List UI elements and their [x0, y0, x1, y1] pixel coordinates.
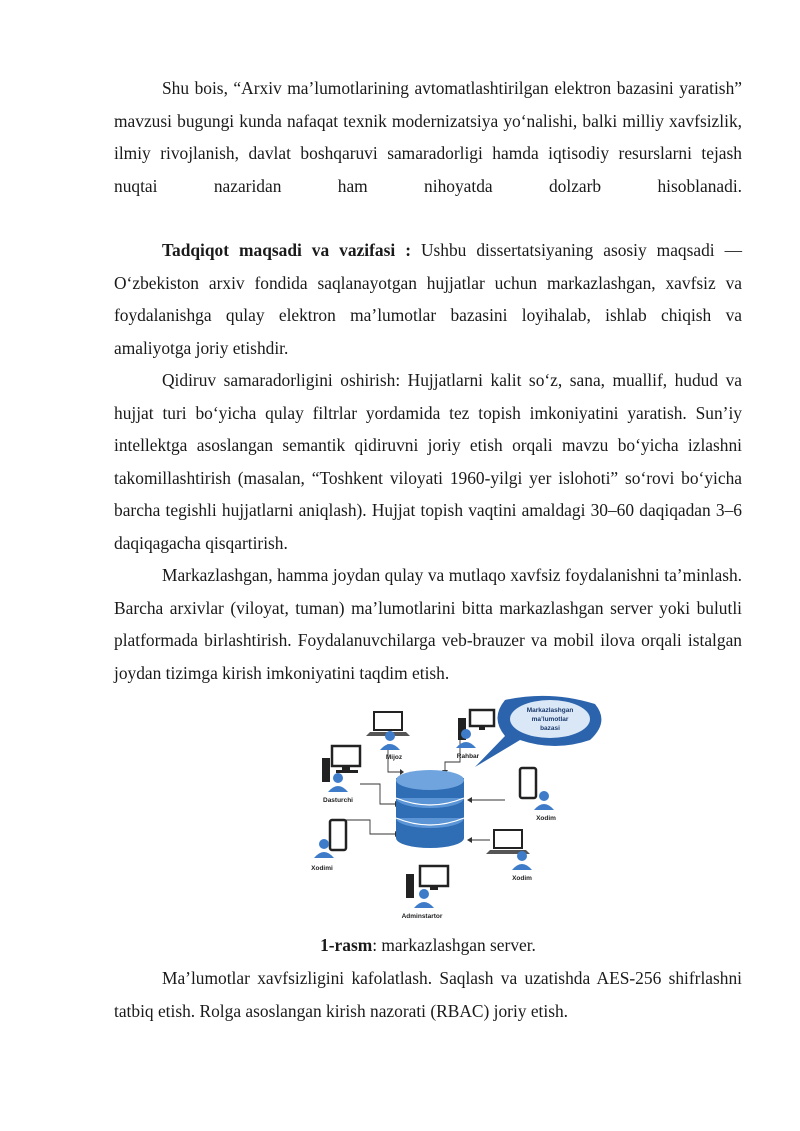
paragraph-security: Ma’lumotlar xavfsizligini kafolatlash. Saqlash va uzatishda AES-256 shifrlashni tatbiq etish. Rolga asoslangan kirish nazorati (RBAC) joriy etish.: [114, 968, 742, 1021]
bubble-callout: [475, 696, 601, 767]
employee-phone-icon-right: [520, 768, 556, 822]
bubble-line-3: bazasi: [540, 725, 560, 732]
bubble-line-1: Markazlashgan: [526, 707, 574, 714]
caption-label: 1-rasm: [320, 935, 373, 955]
caption-text: : markazlashgan server.: [372, 935, 536, 955]
goal-body: Ushbu dissertatsiyaning asosiy maqsadi — O‘zbekiston arxiv fondida saqlanayotgan hujjatlar uchun markazlashgan, xavfsiz va foydalanishga qulay elektron ma’lumotlar bazasini loyihalab, ishlab chiqish va amaliyotga joriy etishdir.: [114, 240, 743, 358]
manager-desktop-icon: [456, 710, 494, 760]
paragraph-centralization: Markazlashgan, hamma joydan qulay va mutlaqo xavfsiz foydalanishni ta’minlash. Barcha arxivlar (viloyat, tuman) ma’lumotlarini bitta markazlashgan server yoki bulutli platformada birlashtirish. Foydalanuvchilarga veb-brauzer va mobil ilova orqali istalgan joydan tizimga kirish imkoniyatini taqdim etish.: [114, 565, 742, 683]
paragraph-relevance: Shu bois, “Arxiv ma’lumotlarining avtomatlashtirilgan elektron bazasini yaratish” mavzusi bugungi kunda nafaqat texnik modernizatsiya yo‘nalishi, balki milliy xavfsizlik, ilmiy rivojlanish, davlat boshqaruvi samaradorligi hamda iqtisodiy resurslarni tejash nuqtai nazaridan ham nihoyatda dolzarb hisoblanadi.: [114, 78, 742, 196]
label-admin: Adminstartor: [401, 913, 443, 920]
admin-desktop-icon: [402, 866, 448, 920]
paragraph-search: Qidiruv samaradorligini oshirish: Hujjatlarni kalit so‘z, sana, muallif, hudud va hujjat turi bo‘yicha qulay filtrlar yordamida tez topish imkoniyatini yaratish. Sun’iy intellektga asoslangan semantik qidiruvni joriy etish orqali mavzu bo‘yicha izlashni takomillashtirish (masalan, “Toshkent viloyati 1960-yilgi yer islohoti” so‘rovi bo‘yicha barcha tegishli hujjatlarni aniqlash). Hujjat topish vaqtini amaldagi 30–60 daqiqadan 3–6 daqiqagacha qisqartirish.: [114, 370, 742, 553]
goal-heading: Tadqiqot maqsadi va vazifasi :: [162, 240, 411, 260]
label-rahbar: Rahbar: [456, 753, 480, 760]
centralized-server-diagram: [300, 692, 610, 924]
database-icon: [396, 770, 464, 848]
figure-caption: [114, 932, 742, 958]
paragraph-goal: [114, 234, 742, 364]
label-xodim-bottom: Xodim: [512, 875, 532, 882]
employee-laptop-icon: [486, 830, 532, 882]
text-block-bottom: [114, 962, 742, 1027]
developer-desktop-icon: [322, 746, 360, 804]
label-dasturchi: Dasturchi: [323, 797, 353, 804]
text-block-top: [114, 72, 742, 689]
label-xodim-right: Xodim: [536, 815, 556, 822]
label-mijoz: Mijoz: [385, 754, 403, 761]
client-laptop-icon: [366, 712, 410, 761]
employee-phone-icon-left: [311, 820, 346, 872]
label-xodim-left: Xodimi: [311, 865, 333, 872]
bubble-line-2: ma’lumotlar: [531, 716, 569, 723]
